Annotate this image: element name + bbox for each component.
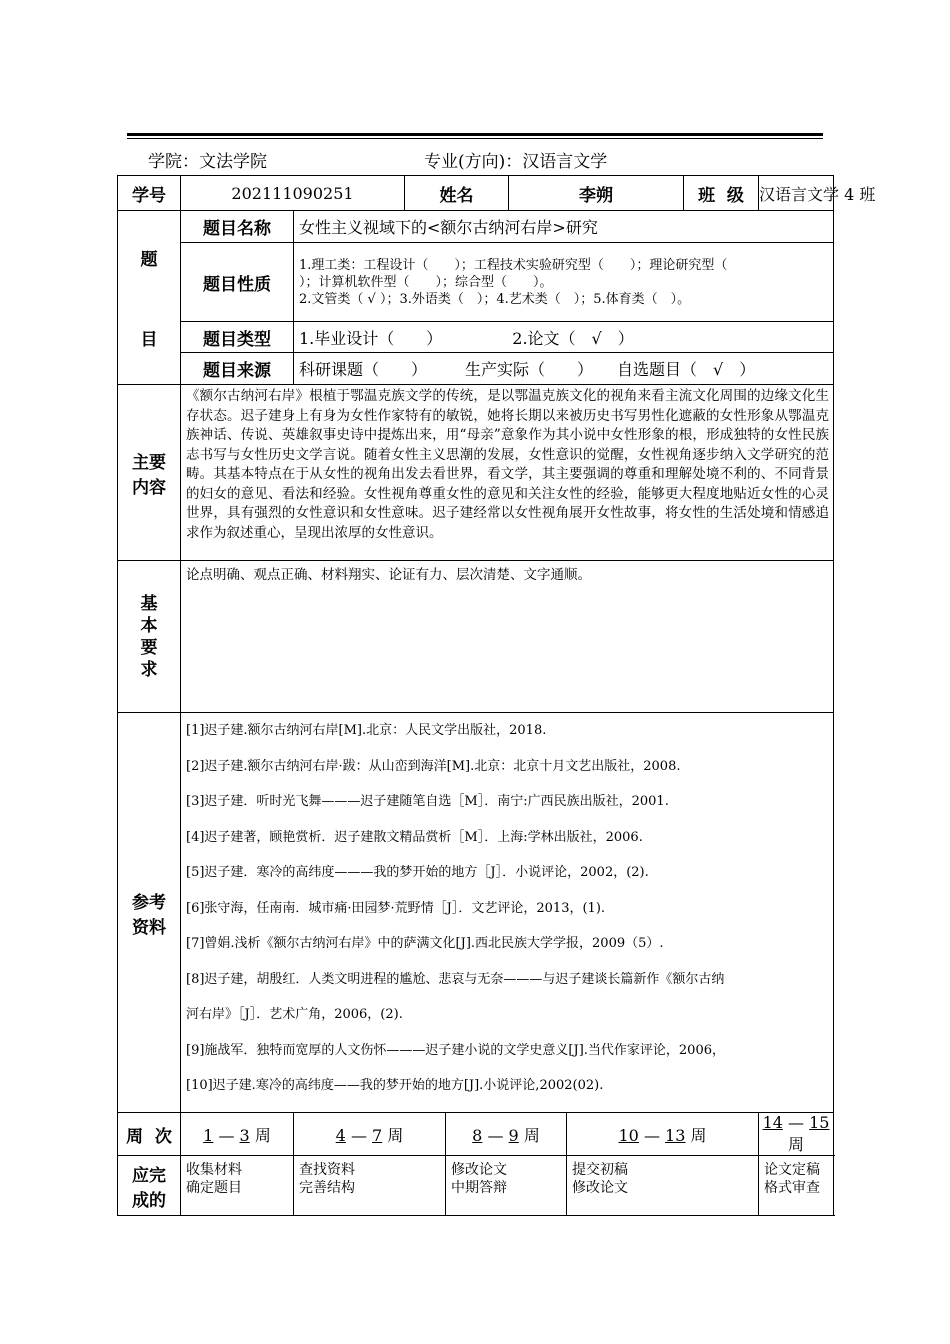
header-rule-thick (127, 133, 823, 136)
reference-item: [4]迟子建著，顾艳赏析．迟子建散文精品赏析［M］．上海:学林出版社，2006. (186, 829, 643, 845)
topic-source-value (294, 353, 834, 385)
week-start: 10 (618, 1125, 639, 1145)
week-dash: — (643, 1125, 660, 1145)
task-line: 收集材料 (186, 1162, 242, 1178)
topic-type-option-design: 1.毕业设计（ ） (299, 328, 443, 348)
requirements-label-4: 求 (140, 659, 158, 680)
references-label-2: 资料 (132, 917, 166, 938)
week-dash: — (350, 1125, 367, 1145)
task-line: 修改论文 (572, 1180, 629, 1196)
student-id-label: 学号 (118, 176, 181, 211)
topic-group-label (118, 211, 181, 385)
references-label (118, 713, 181, 1113)
reference-item: [10]迟子建.寒冷的高纬度——我的梦开始的地方[J].小说评论,2002(02). (186, 1078, 604, 1093)
references-row (118, 713, 834, 1113)
reference-item: [1]迟子建.额尔古纳河右岸[M].北京：人民文学出版社，2018. (186, 723, 547, 738)
tasks-row (118, 1156, 834, 1216)
topic-nature-line-2: ）；计算机软件型（ ）；综合型（ ）。 (299, 274, 553, 290)
week-start: 4 (335, 1125, 346, 1145)
weeks-label: 周 次 (118, 1113, 181, 1156)
reference-item: [8]迟子建，胡殷红．人类文明进程的尴尬、悲哀与无奈———与迟子建谈长篇新作《额尔古纳 (186, 971, 725, 987)
topic-nature-row (118, 243, 834, 322)
topic-type-label: 题目类型 (181, 322, 294, 353)
college-value: 文法学院 (199, 152, 267, 172)
week-start: 1 (203, 1125, 214, 1145)
week-end: 15 (809, 1113, 830, 1132)
tasks-label (118, 1156, 181, 1216)
requirements-label (118, 561, 181, 713)
topic-nature-label: 题目性质 (181, 243, 294, 322)
tasks-label-2: 成的 (132, 1190, 166, 1211)
task-line: 论文定稿 (764, 1162, 821, 1178)
reference-item: [6]张守海，任南南．城市痛·田园梦·荒野情［J］．文艺评论，2013，(1). (186, 900, 606, 916)
header-rule-thin (127, 138, 823, 139)
topic-source-option-production: 生产实际（ ） (465, 360, 594, 379)
references-list (181, 713, 834, 1113)
requirements-label-1: 基 (140, 593, 158, 614)
task-line: 确定题目 (186, 1180, 242, 1196)
topic-source-option-research: 科研课题（ ） (299, 360, 428, 379)
reference-item: [5]迟子建．寒冷的高纬度———我的梦开始的地方［J］．小说评论，2002，(2). (186, 865, 649, 880)
task-cell-3 (446, 1156, 567, 1216)
topic-name-value: 女性主义视域下的<额尔古纳河右岸>研究 (294, 211, 834, 243)
week-end: 13 (665, 1125, 686, 1145)
weeks-row (118, 1113, 834, 1156)
week-range-2 (294, 1113, 446, 1156)
student-name-label: 姓名 (405, 176, 509, 211)
main-content-text: 《额尔古纳河右岸》根植于鄂温克族文学的传统，是以鄂温克族文化的视角来看主流文化周围的边缘文化生存状态。迟子建身上有身为女性作家特有的敏锐，她将长期以来被历史书写男性化遮蔽的女性形象从鄂温克族神话、传说、英雄叙事史诗中提炼出来，用“母亲”意象作为其小说中女性形象的根，形成独特的女性民族志书写与女性历史文学言说。随着女性主义思潮的发展，女性意识的觉醒，女性视角逐步纳入文学研究的范畴。其基本特点在于从女性的视角出发去看世界，看文学，其主要强调的尊重和理解处境不利的、不同背景的妇女的意见、看法和经验。女性视角尊重女性的意见和关注女性的经验，能够更大程度地贴近女性的心灵世界，具有强烈的女性意识和女性意味。迟子建经常以女性视角展开女性故事，将女性的生活处境和情感追求作为叙述重心，呈现出浓厚的女性意识。 (181, 385, 834, 561)
topic-source-label: 题目来源 (181, 353, 294, 385)
college-label: 学院： (148, 152, 199, 172)
requirements-row (118, 561, 834, 713)
topic-nature-line-3: 2.文管类（ √ ）；3.外语类（ ）；4.艺术类（ ）；5.体育类（ ）。 (299, 291, 691, 307)
week-range-5 (759, 1113, 834, 1156)
week-unit: 周 (254, 1125, 271, 1145)
reference-item: [9]施战军．独特而宽厚的人文伤怀———迟子建小说的文学史意义[J].当代作家评论，2006， (186, 1042, 725, 1058)
reference-item: 河右岸》［J］．艺术广角，2006，(2). (186, 1007, 403, 1022)
reference-item: [3]迟子建．听时光飞舞———迟子建随笔自选［M］．南宁:广西民族出版社，2001. (186, 794, 669, 809)
topic-name-label: 题目名称 (181, 211, 294, 243)
task-cell-5 (759, 1156, 834, 1216)
reference-item: [2]迟子建.额尔古纳河右岸·跋：从山峦到海洋[M].北京：北京十月文艺出版社，2008. (186, 758, 681, 774)
topic-type-value (294, 322, 834, 353)
topic-name-row (118, 211, 834, 243)
week-end: 7 (372, 1125, 383, 1145)
class-label: 班 级 (684, 176, 759, 211)
week-unit: 周 (690, 1125, 707, 1145)
week-range-4 (567, 1113, 759, 1156)
major-value: 汉语言文学 (522, 152, 608, 172)
week-unit: 周 (788, 1135, 805, 1154)
week-start: 14 (762, 1113, 783, 1132)
task-line: 中期答辩 (451, 1180, 508, 1196)
task-line: 查找资料 (299, 1162, 355, 1178)
week-unit: 周 (387, 1125, 404, 1145)
tasks-label-1: 应完 (132, 1165, 166, 1186)
requirements-label-3: 要 (140, 637, 158, 658)
main-content-label (118, 385, 181, 561)
main-content-row (118, 385, 834, 561)
task-line: 修改论文 (451, 1162, 508, 1178)
topic-source-row (118, 353, 834, 385)
week-unit: 周 (523, 1125, 540, 1145)
task-cell-1 (181, 1156, 294, 1216)
week-dash: — (218, 1125, 235, 1145)
topic-group-label-1: 题 (140, 250, 158, 270)
major-line (424, 147, 607, 172)
main-content-label-1: 主要 (132, 452, 166, 473)
student-id-value: 202111090251 (181, 176, 405, 211)
week-start: 8 (472, 1125, 483, 1145)
references-label-1: 参考 (132, 892, 166, 913)
topic-nature-value (294, 243, 834, 322)
week-range-3 (446, 1113, 567, 1156)
topic-group-label-2: 目 (140, 330, 158, 350)
college-line (148, 147, 267, 172)
week-range-1 (181, 1113, 294, 1156)
task-cell-4 (567, 1156, 759, 1216)
class-value: 汉语言文学 4 班 (759, 176, 834, 211)
student-name-value: 李朔 (509, 176, 684, 211)
week-end: 3 (239, 1125, 250, 1145)
task-form-table (117, 175, 876, 1216)
topic-source-option-self: 自选题目（ √ ） (617, 360, 756, 379)
topic-nature-line-1: 1.理工类：工程设计（ ）；工程技术实验研究型（ ）；理论研究型（ (299, 257, 728, 273)
major-label: 专业(方向)： (424, 152, 523, 172)
week-dash: — (487, 1125, 504, 1145)
requirements-label-2: 本 (140, 615, 158, 636)
student-info-row (118, 176, 834, 211)
reference-item: [7]曾娟.浅析《额尔古纳河右岸》中的萨满文化[J].西北民族大学学报，2009（5）. (186, 936, 664, 951)
week-dash: — (788, 1113, 805, 1132)
task-line: 完善结构 (299, 1180, 355, 1196)
requirements-text: 论点明确、观点正确、材料翔实、论证有力、层次清楚、文字通顺。 (181, 561, 834, 713)
task-line: 格式审查 (764, 1180, 821, 1196)
task-line: 提交初稿 (572, 1162, 629, 1178)
topic-type-row (118, 322, 834, 353)
main-content-label-2: 内容 (132, 477, 166, 498)
topic-type-option-thesis: 2.论文（ √ ） (512, 328, 634, 348)
week-end: 9 (508, 1125, 519, 1145)
task-cell-2 (294, 1156, 446, 1216)
